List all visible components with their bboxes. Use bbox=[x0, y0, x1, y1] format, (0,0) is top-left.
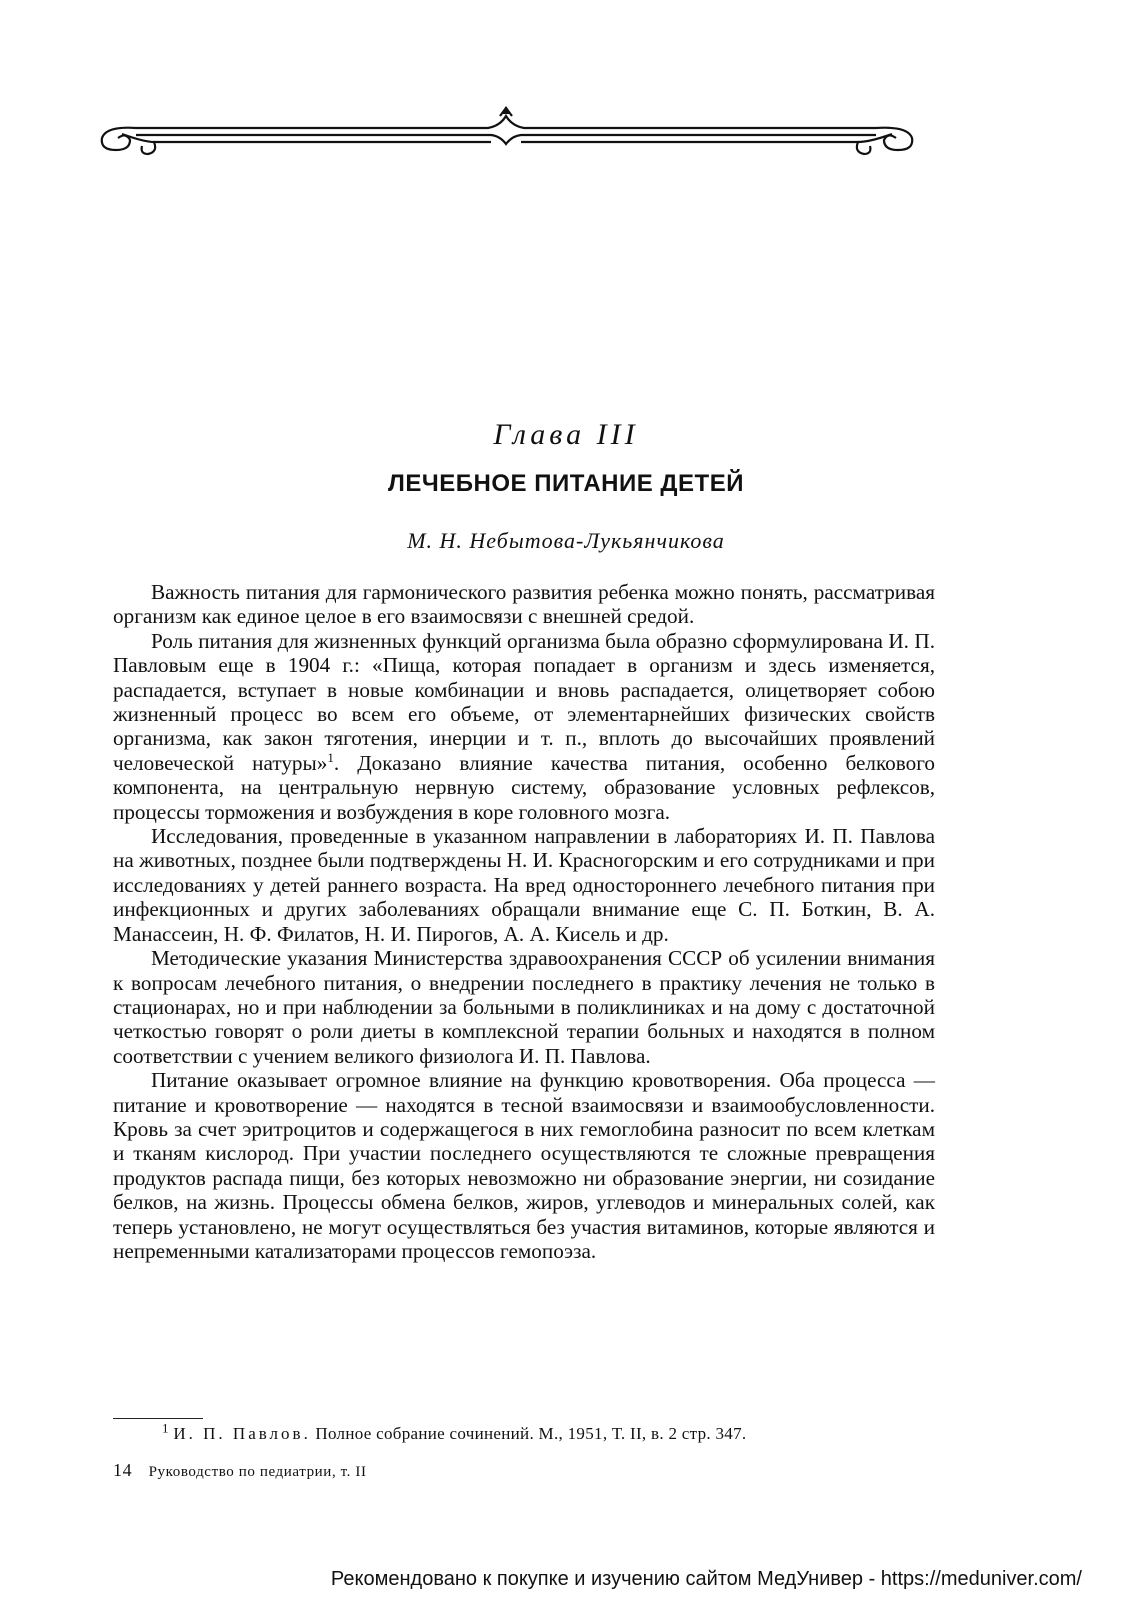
footnote-author: И. П. Павлов. bbox=[173, 1424, 311, 1443]
footnote-reference: 1 bbox=[327, 749, 334, 765]
signature-number: 14 bbox=[113, 1460, 133, 1480]
paragraph-text: . Доказано влияние качества питания, особенно белкового компонента, на центральную нервную систему, образование условных рефлексов, процессы торможения и возбуждения в коре головного мозга. bbox=[113, 750, 935, 824]
printer-signature bbox=[113, 1460, 367, 1481]
chapter-ornament bbox=[96, 104, 938, 166]
paragraph-text: Роль питания для жизненных функций организма была образно сформулирована И. П. Павловым еще в 1904 г.: «Пища, которая попадает в организм и здесь изменяется, распадается, вступает в новые комбинации и вновь распадается, олицетворяет собою жизненный процесс во всем его объеме, от элементарнейших физических свойств организма, как закон тяготения, инерции и т. п., вплоть до высочайших проявлений человеческой натуры» bbox=[113, 628, 935, 775]
footnote-mark: 1 bbox=[162, 1420, 169, 1436]
chapter-title: ЛЕЧЕБНОЕ ПИТАНИЕ ДЕТЕЙ bbox=[388, 470, 744, 497]
paragraph: Методические указания Министерства здравоохранения СССР об усилении внимания к вопросам лечебного питания, о внедрении последнего в практику лечения не только в стационарах, но и при наблюдении за больными в поликлиниках и на дому с достаточной четкостью говорят о роли диеты в комплексной терапии больных и находятся в полном соответствии с учением великого физиолога И. П. Павлова. bbox=[113, 946, 935, 1068]
chapter-heading: Глава III bbox=[493, 418, 639, 451]
promo-link[interactable]: Рекомендовано к покупке и изучению сайтом МедУнивер - https://meduniver.com/ bbox=[330, 1568, 1082, 1590]
paragraph: Исследования, проведенные в указанном направлении в лабораториях И. П. Павлова на животных, позднее были подтверждены Н. И. Красногорским и его сотрудниками и при исследованиях у детей раннего возраста. На вред одностороннего лечебного питания при инфекционных и других заболеваниях обращали внимание еще С. П. Боткин, В. А. Манассеин, Н. Ф. Филатов, Н. И. Пирогов, А. А. Кисель и др. bbox=[113, 824, 935, 946]
signature-text: Руководство по педиатрии, т. II bbox=[148, 1464, 367, 1480]
footnote bbox=[162, 1420, 747, 1444]
paragraph: Питание оказывает огромное влияние на функцию кровотворения. Оба процесса — питание и кровотворение — находятся в тесной взаимосвязи и взаимообусловленности. Кровь за счет эритроцитов и содержащегося в них гемоглобина разносит по всем клеткам и тканям кислород. При участии последнего осуществляются те сложные превращения продуктов распада пищи, без которых невозможно ни образование энергии, ни созидание белков, на жизнь. Процессы обмена белков, жиров, углеводов и минеральных солей, как теперь установлено, не могут осуществляться без участия витаминов, которые являются и непременными катализаторами процессов гемопоэза. bbox=[113, 1068, 935, 1263]
footnote-rule bbox=[113, 1418, 203, 1419]
paragraph: Важность питания для гармонического развития ребенка можно понять, рассматривая организм как единое целое в его взаимосвязи с внешней средой. bbox=[113, 580, 935, 629]
body-text bbox=[113, 580, 935, 1263]
paragraph bbox=[113, 629, 935, 824]
footnote-text: Полное собрание сочинений. М., 1951, Т. II, в. 2 стр. 347. bbox=[315, 1424, 747, 1443]
author-name: М. Н. Небытова-Лукьянчикова bbox=[407, 528, 725, 553]
